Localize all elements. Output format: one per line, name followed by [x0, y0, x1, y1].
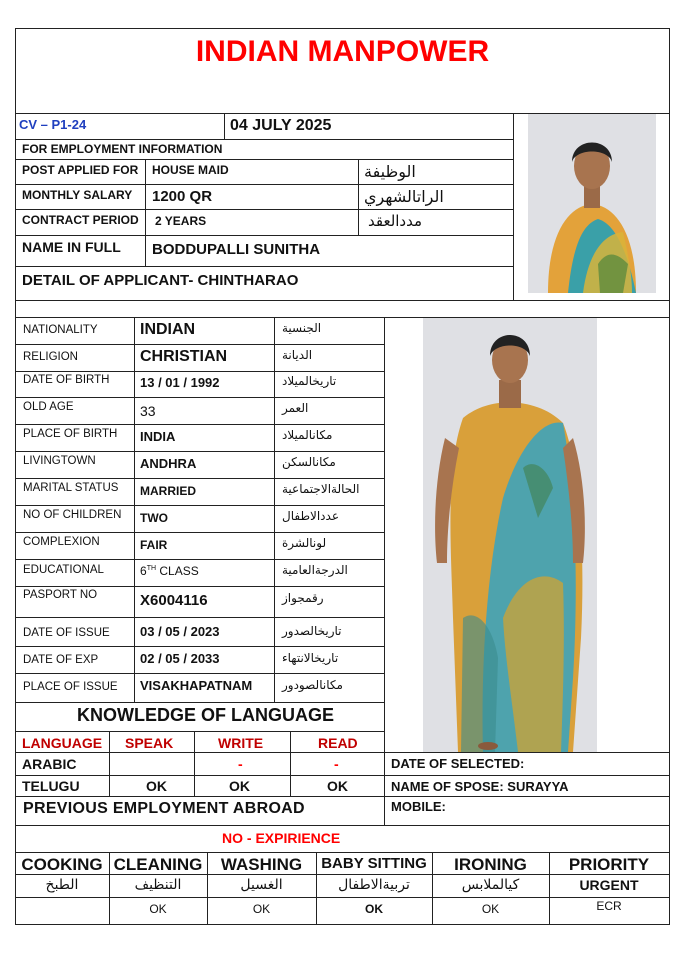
no-experience-note: NO - EXPIRIENCE [222, 830, 341, 846]
detail-ar-place-of-issue: مكانالصودور [282, 678, 343, 692]
detail-value-place-of-birth: INDIA [140, 429, 176, 444]
applicant-photo-small [528, 114, 656, 293]
detail-value-marital-status: MARRIED [140, 484, 196, 498]
detail-ar-education: الدرجةالعامية [282, 563, 348, 577]
priority-ecr: ECR [596, 899, 622, 913]
detail-value-date-of-issue: 03 / 05 / 2023 [140, 624, 220, 639]
detail-value-passport: X6004116 [140, 592, 208, 609]
lang-arabic: ARABIC [22, 756, 77, 772]
detail-value-age: 33 [140, 403, 156, 419]
detail-label-date-of-issue: DATE OF ISSUE [23, 627, 110, 639]
previous-employment-title: PREVIOUS EMPLOYMENT ABROAD [23, 800, 305, 817]
skill-washing-ar: الغسيل [240, 877, 283, 893]
contract-label: CONTRACT PERIOD [22, 213, 139, 227]
lang-header-speak: SPEAK [125, 735, 174, 751]
cv-code: CV – P1-24 [19, 117, 87, 132]
spouse-name: NAME OF SPOSE: SURAYYA [391, 779, 569, 794]
detail-label-place-of-issue: PLACE OF ISSUE [23, 681, 118, 693]
detail-ar-date-of-exp: تاريخالانتهاء [282, 651, 339, 665]
detail-ar-place-of-birth: مكانالميلاد [282, 428, 333, 442]
employment-info-label: FOR EMPLOYMENT INFORMATION [22, 142, 223, 156]
detail-value-religion: CHRISTIAN [140, 348, 228, 365]
education-rest: CLASS [156, 564, 199, 578]
name-label: NAME IN FULL [22, 239, 121, 255]
detail-value-children: TWO [140, 511, 168, 525]
skill-cooking: COOKING [21, 855, 103, 874]
detail-value-complexion: FAIR [140, 538, 168, 552]
detail-label-age: OLD AGE [23, 401, 74, 413]
detail-label-livingtown: LIVINGTOWN [23, 455, 96, 467]
detail-ar-passport: رقمجواز [282, 591, 324, 605]
name-value: BODDUPALLI SUNITHA [152, 241, 321, 258]
skill-baby-sitting: BABY SITTING [321, 855, 427, 872]
detail-value-nationality: INDIAN [140, 321, 196, 338]
detail-label-complexion: COMPLEXION [23, 536, 100, 548]
lang-header-write: WRITE [218, 735, 264, 751]
skill-ironing-value: OK [481, 902, 500, 916]
detail-value-date-of-exp: 02 / 05 / 2033 [140, 651, 220, 666]
detail-label-date-of-exp: DATE OF EXP [23, 654, 99, 666]
detail-label-dob: DATE OF BIRTH [23, 374, 110, 386]
skill-baby-sitting-value: OK [365, 902, 383, 916]
detail-ar-nationality: الجنسية [282, 321, 322, 335]
skill-ironing: IRONING [454, 855, 527, 874]
skill-washing: WASHING [220, 855, 303, 874]
education-suffix: TH [146, 565, 157, 572]
detail-label-nationality: NATIONALITY [23, 324, 98, 336]
page-title: INDIAN MANPOWER [195, 35, 490, 68]
skill-baby-sitting-ar: تربيةالاطفال [338, 877, 410, 893]
lang-telugu-speak: OK [146, 778, 167, 794]
lang-telugu: TELUGU [22, 778, 80, 794]
lang-telugu-read: OK [327, 778, 348, 794]
salary-ar: الراتالشهري [364, 187, 444, 206]
post-value: HOUSE MAID [152, 163, 229, 177]
skill-cooking-ar: الطبخ [45, 877, 79, 893]
applicant-photo-full [423, 318, 597, 752]
lang-header-language: LANGUAGE [22, 735, 103, 751]
detail-ar-complexion: لونالشرة [282, 536, 327, 550]
salary-label: MONTHLY SALARY [22, 188, 133, 202]
detail-value-dob: 13 / 01 / 1992 [140, 375, 220, 390]
post-label: POST APPLIED FOR [22, 163, 139, 177]
lang-telugu-write: OK [229, 778, 250, 794]
detail-value-education [140, 565, 199, 577]
lang-header-read: READ [318, 735, 358, 751]
date-of-selected: DATE OF SELECTED: [391, 756, 525, 771]
detail-label-children: NO OF CHILDREN [23, 509, 122, 521]
detail-ar-date-of-issue: تاريخالصدور [282, 624, 342, 638]
detail-of-applicant: DETAIL OF APPLICANT- CHINTHARAO [22, 272, 299, 289]
detail-label-religion: RELIGION [23, 351, 78, 363]
detail-ar-age: العمر [282, 401, 309, 415]
skill-cleaning: CLEANING [113, 855, 203, 874]
detail-ar-marital-status: الحالةالاجتماعية [282, 482, 360, 496]
post-ar: الوظيفة [364, 162, 416, 181]
lang-arabic-read: - [334, 756, 339, 772]
detail-ar-children: عددالاطفال [282, 509, 339, 523]
lang-arabic-write: - [238, 756, 243, 772]
skill-cleaning-value: OK [149, 902, 167, 916]
detail-ar-dob: تاريخالميلاد [282, 374, 337, 388]
contract-ar: مددالعقد [368, 212, 423, 230]
skill-washing-value: OK [252, 902, 271, 916]
priority-urgent: URGENT [579, 877, 639, 893]
detail-ar-religion: الديانة [282, 348, 313, 362]
contract-value: 2 YEARS [155, 214, 207, 228]
education-number: 6 [140, 564, 147, 578]
skill-priority: PRIORITY [568, 855, 650, 874]
detail-label-place-of-birth: PLACE OF BIRTH [23, 428, 118, 440]
detail-label-passport: PASPORT NO [23, 589, 98, 601]
cv-date: 04 JULY 2025 [230, 117, 332, 134]
skill-cleaning-ar: التنظيف [134, 877, 182, 893]
detail-value-livingtown: ANDHRA [140, 456, 197, 471]
detail-label-marital-status: MARITAL STATUS [23, 482, 119, 494]
skill-ironing-ar: كيالملابس [461, 877, 520, 893]
language-title: KNOWLEDGE OF LANGUAGE [77, 705, 334, 725]
detail-value-place-of-issue: VISAKHAPATNAM [140, 678, 253, 693]
detail-label-education: EDUCATIONAL [23, 564, 104, 576]
salary-value: 1200 QR [152, 188, 213, 205]
detail-ar-livingtown: مكانالسكن [282, 455, 336, 469]
mobile-label: MOBILE: [391, 799, 446, 814]
